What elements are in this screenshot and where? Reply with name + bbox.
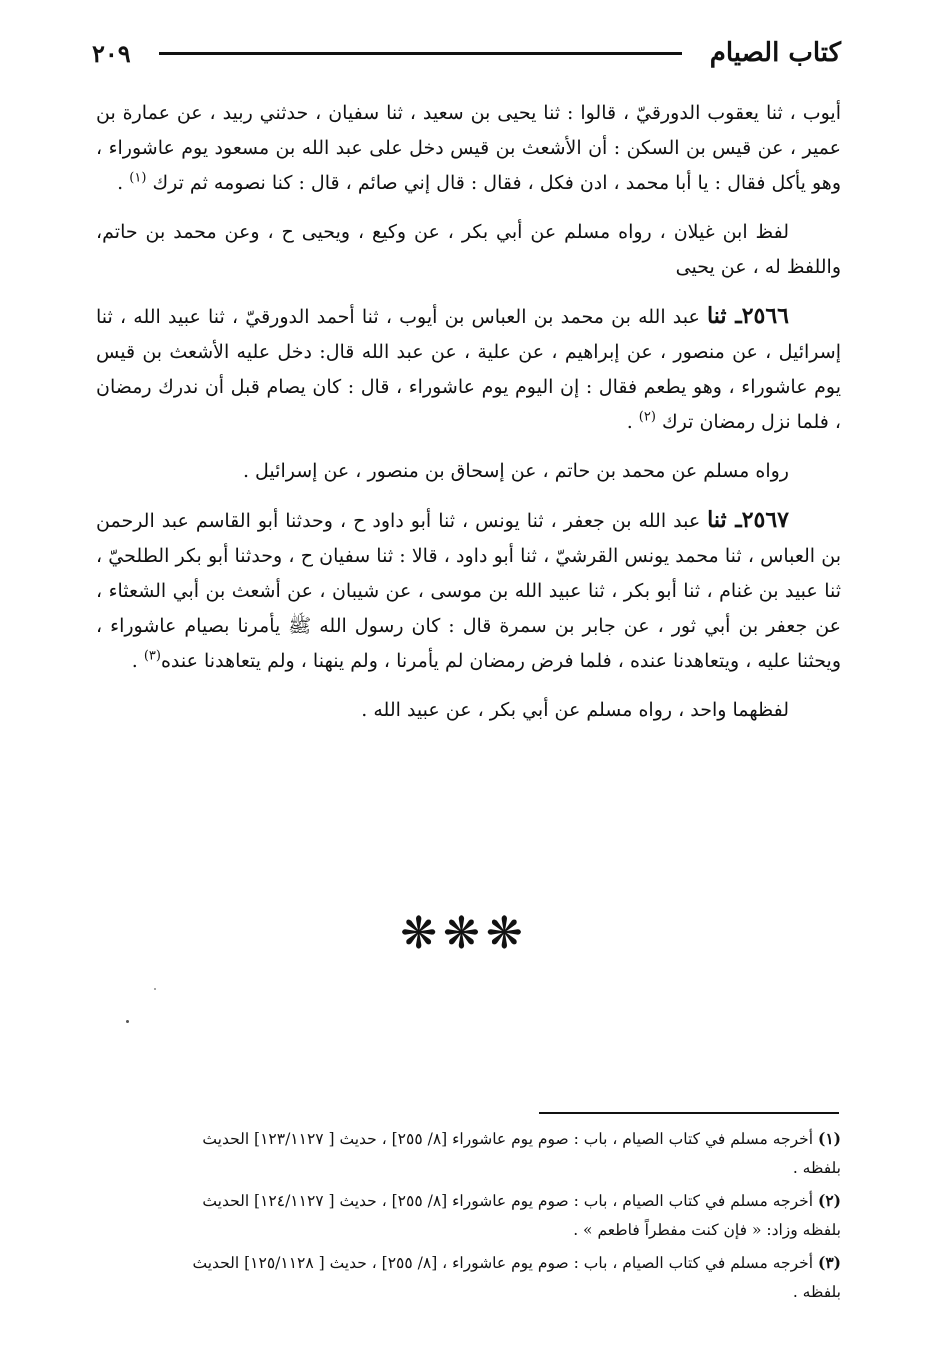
footnote-1: [92, 1124, 841, 1183]
footnote-ref[interactable]: (١): [129, 170, 147, 186]
paragraph-6: [96, 693, 841, 728]
line: لفظهما واحد ، رواه مسلم عن أبي بكر ، عن عبيد الله .: [361, 699, 789, 721]
line: الشعثاء ، عن جعفر بن أبي ثور ، عن جابر بن سمرة قال : كان رسول الله ﷺ يأمرنا بصيام: [96, 580, 842, 637]
page-header: [92, 28, 841, 78]
line: لفظ ابن غيلان ، رواه مسلم عن أبي بكر ، عن وكيع ، ويحيى ح ، وعن محمد بن حاتم،: [96, 221, 789, 243]
line: يوم عاشوراء ، وهو يطعم فقال : إن اليوم يوم عاشوراء ، قال : كان يصام قبل أن ندرك رمضان ،: [96, 376, 841, 433]
line: وهو يأكل فقال : يا أبا محمد ، ادن فكل ، فقال : قال إني صائم ، قال : كنا نصومه ثم ترك: [152, 172, 841, 194]
paragraph-2: [96, 215, 841, 285]
footnote-2: [92, 1186, 841, 1245]
line: عبد الله بن جعفر ، ثنا يونس ، ثنا أبو داود ح ، وحدثنا أبو القاسم عبد: [161, 510, 701, 532]
hadith-number: ٢٥٦٦ـ ثنا: [707, 303, 789, 329]
line-end: .: [117, 172, 130, 194]
page-number: ٢٠٩: [92, 38, 131, 68]
line-end: .: [626, 411, 639, 433]
footnote-text: بلفظه .: [792, 1159, 841, 1177]
header-rule: [159, 52, 682, 55]
line: عمير ، عن قيس بن السكن : أن الأشعث بن قيس دخل على عبد الله بن مسعود يوم عاشوراء ،: [96, 137, 841, 159]
footnote-ref[interactable]: (٢): [638, 409, 656, 425]
footnote-text: أخرجه مسلم في كتاب الصيام ، باب : صوم يوم عاشوراء [٨/ ٢٥٥] ، حديث [ ١٢٣/١١٢٧] الحديث: [202, 1130, 814, 1148]
footnote-text: بلفظه وزاد: « فإن كنت مفطراً فاطعم » .: [573, 1221, 841, 1239]
hadith-2566: [96, 299, 841, 440]
line: الرحمن بن العباس ، ثنا محمد يونس القرشيّ ، ثنا أبو داود ، قالا : ثنا سفيان ح ، وحدثنا أبو بكر: [96, 510, 841, 567]
line: عنده: [160, 650, 198, 672]
print-speck: [126, 1020, 129, 1023]
paragraph-4: [96, 454, 841, 489]
footnote-number: (٣): [817, 1253, 841, 1272]
footnote-text: بلفظه .: [792, 1283, 841, 1301]
line: واللفظ له ، عن يحيى: [675, 256, 841, 278]
footnote-number: (٢): [817, 1191, 841, 1210]
line: فلما نزل رمضان ترك: [661, 411, 829, 433]
chapter-title: كتاب الصيام: [709, 38, 841, 68]
footnote-text: أخرجه مسلم في كتاب الصيام ، باب : صوم يوم عاشوراء [٨/ ٢٥٥] ، حديث [ ١٢٤/١١٢٧] الحديث: [202, 1192, 814, 1210]
footnote-rule: [539, 1112, 839, 1114]
footnote-number: (١): [817, 1129, 841, 1148]
footnote-3: [92, 1248, 841, 1307]
section-separator: ❋❋❋: [400, 908, 529, 959]
hadith-2567: [96, 503, 841, 679]
line: عبد الله بن محمد بن العباس بن أيوب ، ثنا أحمد الدورقيّ ، ثنا عبيد الله ، ثنا: [96, 306, 700, 328]
footnote-text: أخرجه مسلم في كتاب الصيام ، باب : صوم يوم عاشوراء ، [٨/ ٢٥٥] ، حديث [ ١٢٥/١١٢٨] الحديث: [192, 1254, 814, 1272]
paragraph-1: [96, 96, 841, 201]
footnote-ref[interactable]: (٣): [143, 648, 161, 664]
line: عاشوراء ، ويحثنا عليه ، ويتعاهدنا عنده ، فلما فرض رمضان لم يأمرنا ، ولم ينهنا ، ولم يتعاهدنا: [96, 615, 841, 672]
print-speck: [154, 988, 156, 990]
main-text: [96, 96, 841, 742]
footnotes: [92, 1124, 841, 1310]
line: الطلحيّ ، ثنا عبيد بن غنام ، ثنا أبو بكر ، ثنا عبيد الله بن موسى ، عن شيبان ، عن أشعث بن أبي: [96, 545, 842, 602]
line-end: .: [131, 650, 144, 672]
line: رواه مسلم عن محمد بن حاتم ، عن إسحاق بن منصور ، عن إسرائيل .: [242, 460, 789, 482]
line: أيوب ، ثنا يعقوب الدورقيّ ، قالوا : ثنا يحيى بن سعيد ، ثنا سفيان ، حدثني ربيد ، عن عمارة بن: [96, 102, 841, 124]
hadith-number: ٢٥٦٧ـ ثنا: [707, 507, 789, 533]
line: إسرائيل ، عن منصور ، عن إبراهيم ، عن علية ، عن عبد الله قال: دخل عليه الأشعث بن قيس: [96, 341, 841, 363]
